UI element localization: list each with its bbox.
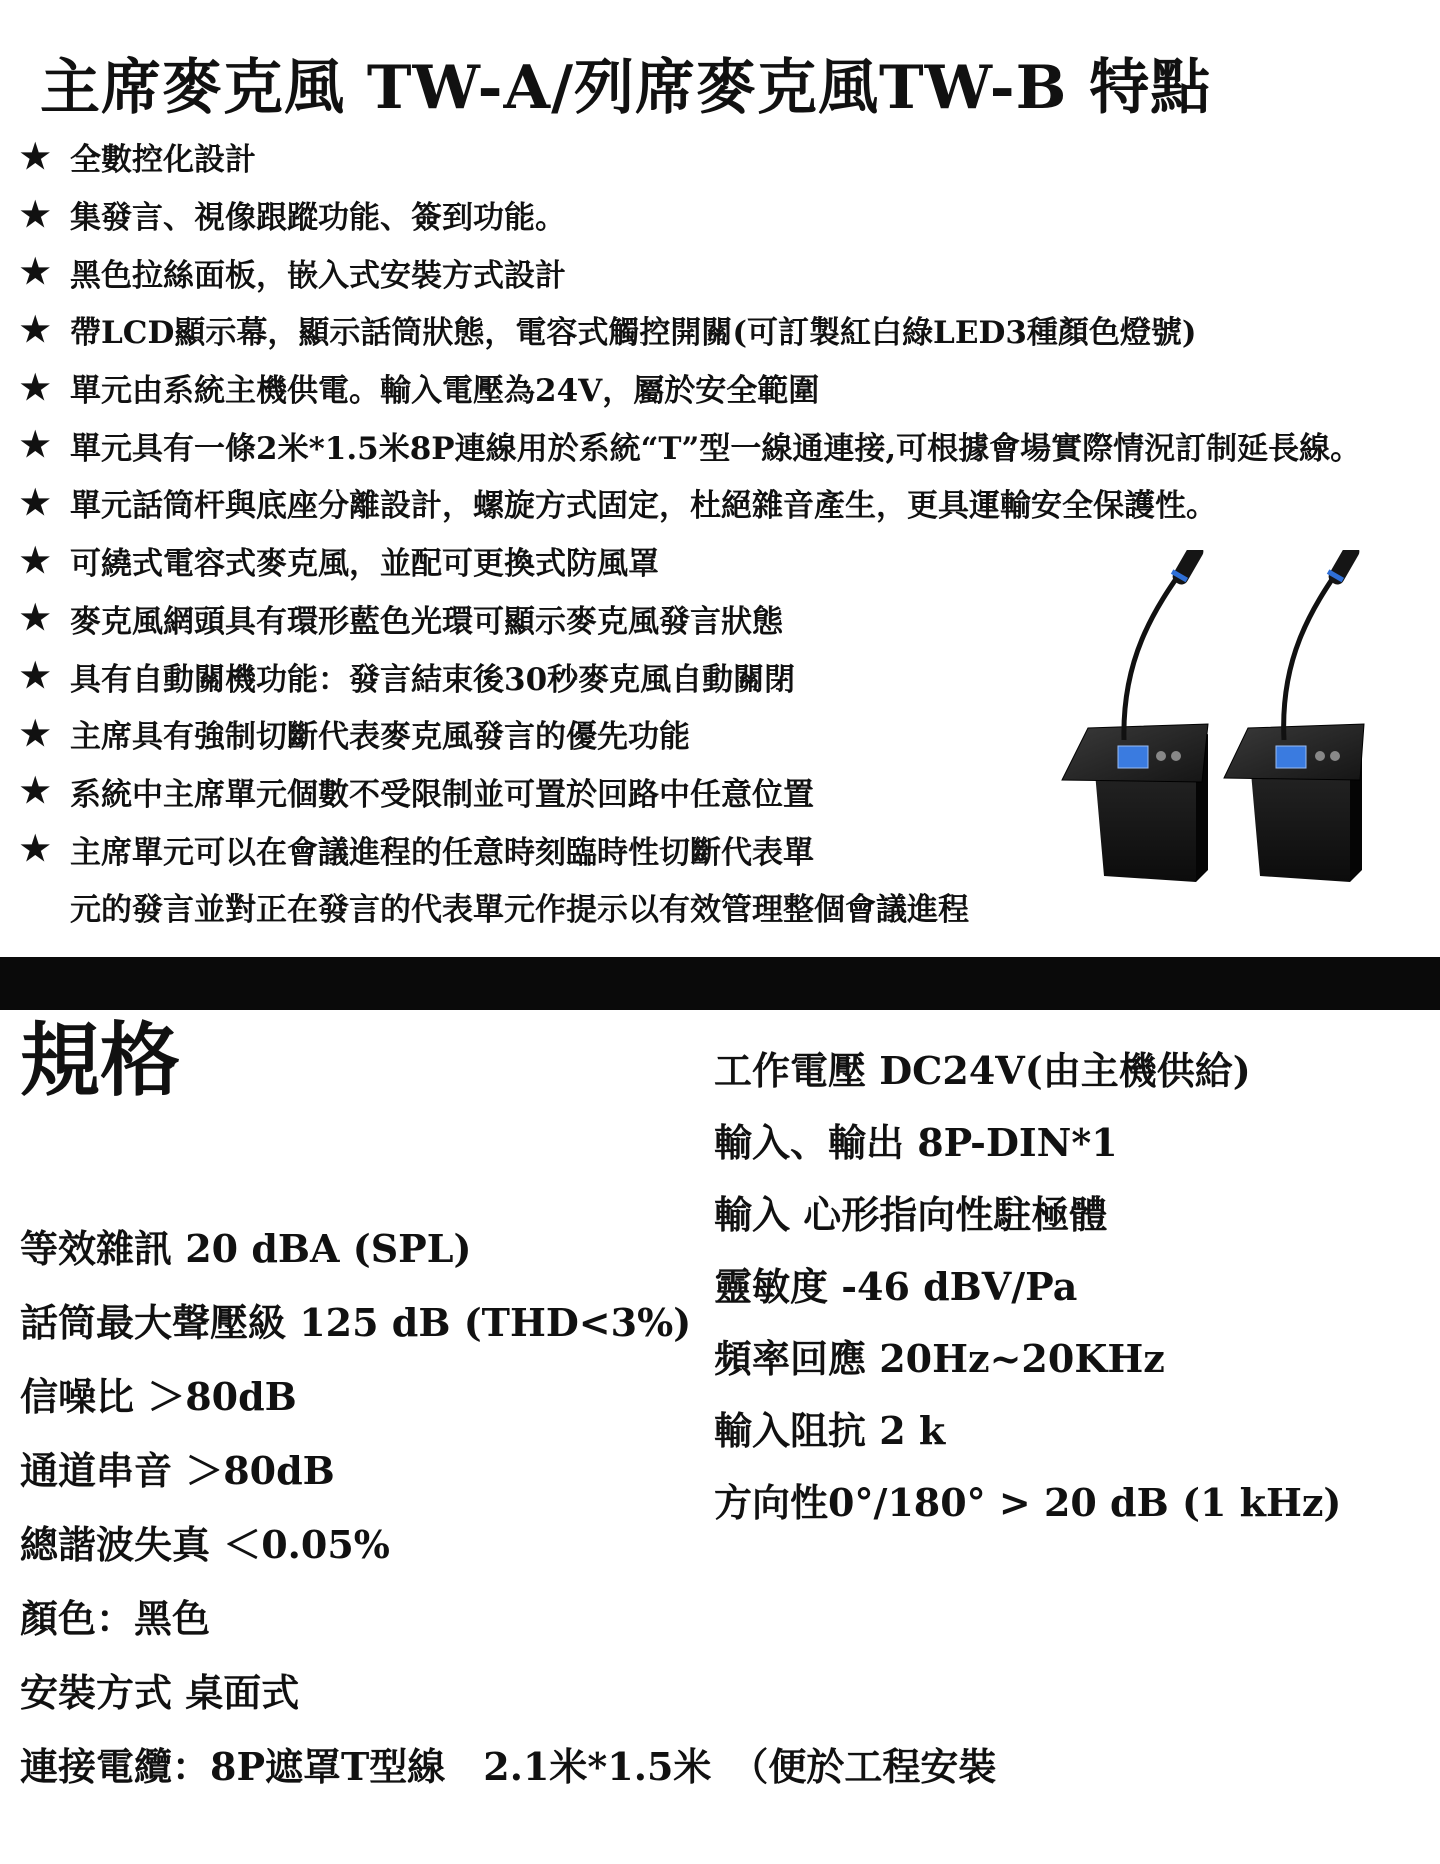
spec-item: 安裝方式 桌面式 [20,1670,300,1715]
star-icon: ★ [20,367,51,408]
feature-text: 黑色拉絲面板，嵌入式安裝方式設計 [70,257,566,294]
feature-text: 全數控化設計 [70,142,256,179]
star-icon: ★ [20,194,51,235]
feature-item [20,186,1361,244]
star-icon: ★ [20,598,51,639]
feature-text: 系統中主席單元個數不受限制並可置於回路中任意位置 [70,776,814,813]
feature-text: 可繞式電容式麥克風，並配可更換式防風罩 [70,546,659,583]
spec-item: 輸入阻抗 2 k [714,1408,946,1453]
star-icon: ★ [20,309,51,350]
spec-item: 顏色：黑色 [20,1596,211,1641]
spec-item: 頻率回應 20Hz~20KHz [714,1336,1165,1381]
feature-text: 單元由系統主機供電。輸入電壓為24V，屬於安全範圍 [70,373,820,410]
spec-item: 通道串音 ＞80dB [20,1448,335,1493]
spec-item: 信噪比 ＞80dB [20,1374,297,1419]
feature-text: 具有自動關機功能：發言結束後30秒麥克風自動關閉 [70,661,796,698]
spec-item: 話筒最大聲壓級 125 dB (THD<3%) [20,1300,692,1345]
section-divider [0,957,1440,1010]
feature-item [20,359,1361,417]
feature-text: 主席單元可以在會議進程的任意時刻臨時性切斷代表單 [70,834,814,871]
feature-continuation: 元的發言並對正在發言的代表單元作提示以有效管理整個會議進程 [70,892,969,929]
star-icon: ★ [20,656,51,697]
delegate-unit [1224,550,1364,882]
star-icon: ★ [20,252,51,293]
spec-item: 靈敏度 -46 dBV/Pa [714,1264,1078,1309]
spec-item: 總諧波失真 ＜0.05% [20,1522,390,1567]
specs-title: 規格 [20,1013,180,1107]
spec-item: 連接電纜：8P遮罩T型線 2.1米*1.5米 （便於工程安裝 [20,1744,997,1789]
feature-item [20,474,1361,532]
spec-item: 等效雜訊 20 dBA (SPL) [20,1226,472,1271]
feature-item [20,416,1361,474]
feature-text: 集發言、視像跟蹤功能、簽到功能。 [70,200,566,237]
spec-item: 方向性0°/180° > 20 dB (1 kHz) [714,1480,1342,1525]
star-icon: ★ [20,829,51,870]
feature-item [20,128,1361,186]
feature-text: 單元具有一條2米*1.5米8P連線用於系統“T”型一線通連接,可根據會場實際情況訂制延長線。 [70,430,1362,467]
star-icon: ★ [20,713,51,754]
feature-text: 帶LCD顯示幕，顯示話筒狀態，電容式觸控開關(可訂製紅白綠LED3種顏色燈號) [70,315,1197,352]
star-icon: ★ [20,540,51,581]
spec-item: 輸入 心形指向性駐極體 [714,1192,1108,1237]
star-icon: ★ [20,425,51,466]
star-icon: ★ [20,771,51,812]
chairman-unit [1062,550,1208,882]
star-icon: ★ [20,482,51,523]
feature-item [20,301,1361,359]
feature-text: 麥克風網頭具有環形藍色光環可顯示麥克風發言狀態 [70,603,783,640]
spec-item: 輸入、輸出 8P-DIN*1 [714,1120,1118,1165]
feature-item [20,243,1361,301]
spec-item: 工作電壓 DC24V(由主機供給) [714,1048,1251,1093]
feature-text: 單元話筒杆與底座分離設計，螺旋方式固定，杜絕雜音產生，更具運輸安全保護性。 [70,488,1217,525]
feature-text: 主席具有強制切斷代表麥克風發言的優先功能 [70,719,690,756]
star-icon: ★ [20,136,51,177]
microphone-product-image [1058,550,1438,900]
page-title: 主席麥克風 TW-A/列席麥克風TW-B 特點 [40,53,1212,123]
